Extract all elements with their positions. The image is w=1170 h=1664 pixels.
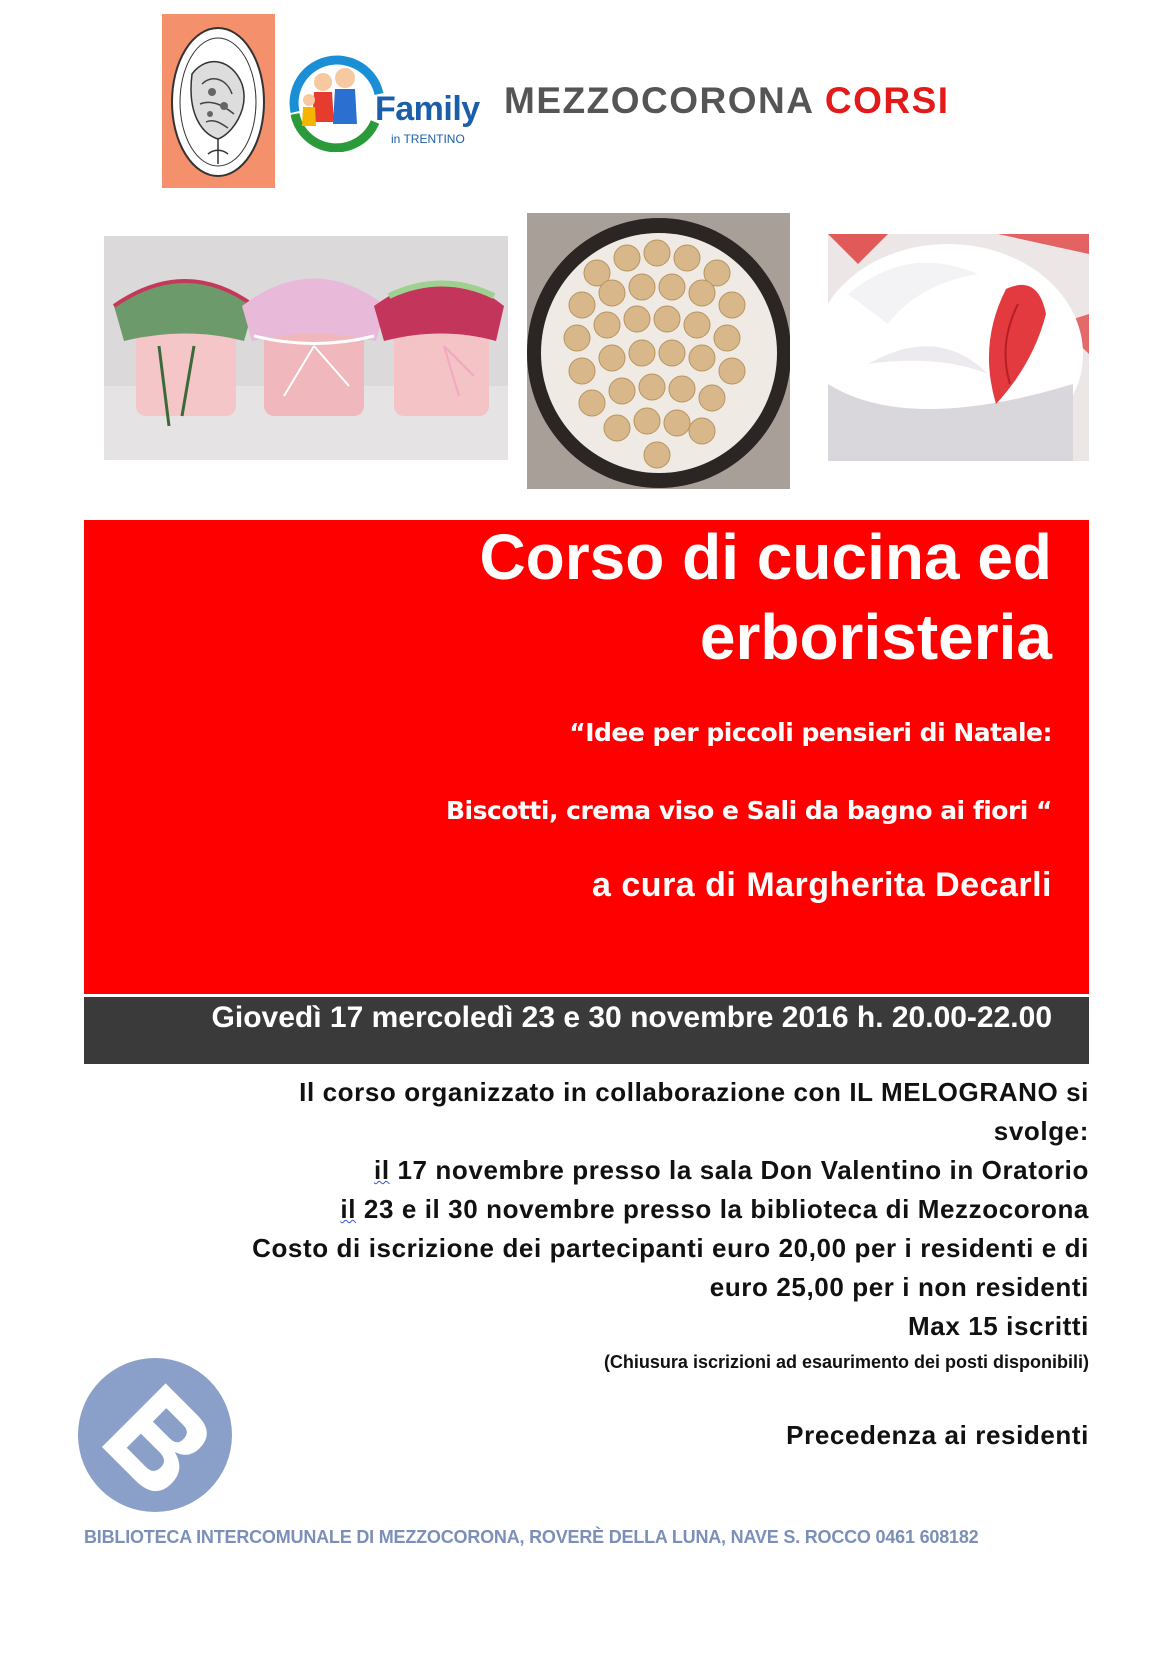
header-title [504, 80, 950, 122]
event-title-line1: Corso di cucina ed [479, 521, 1052, 593]
event-dates: Giovedì 17 mercoledì 23 e 30 novembre 2016 h. 20.00-22.00 [211, 1001, 1052, 1034]
details-note: (Chiusura iscrizioni ad esaurimento dei posti disponibili) [603, 1352, 1089, 1372]
event-title-line2: erboristeria [699, 601, 1052, 673]
event-dates-band [84, 997, 1089, 1064]
jars-photo [104, 236, 508, 460]
details-line-3 [374, 1155, 1089, 1186]
event-title-block [84, 520, 1089, 994]
footer-contact: BIBLIOTECA INTERCOMUNALE DI MEZZOCORONA, ROVERÈ DELLA LUNA, NAVE S. ROCCO 0461 608182 [84, 1527, 979, 1547]
header-title-accent: CORSI [824, 80, 950, 121]
melograno-logo [162, 14, 275, 188]
details-line-4 [340, 1194, 1089, 1225]
family-in-trentino-logo [287, 52, 492, 157]
cream-photo [828, 234, 1089, 461]
event-subtitle-line1: “Idee per piccoli pensieri di Natale: [569, 718, 1052, 747]
family-logo-word: Family [375, 90, 480, 128]
pomegranate-seal-icon [162, 14, 275, 188]
details-line-4-prefix: il [340, 1194, 357, 1224]
details-line-7: Max 15 iscritti [908, 1311, 1089, 1341]
cookies-photo [527, 213, 790, 489]
details-line-4-rest: 23 e il 30 novembre presso la biblioteca di Mezzocorona [356, 1194, 1089, 1224]
event-subtitle-line2: Biscotti, crema viso e Sali da bagno ai fiori “ [445, 796, 1052, 825]
details-line-6: euro 25,00 per i non residenti [709, 1272, 1089, 1302]
event-curator: a cura di Margherita Decarli [592, 866, 1052, 904]
details-line-5: Costo di iscrizione dei partecipanti euro 20,00 per i residenti e di [252, 1233, 1089, 1263]
details-line-2: svolge: [993, 1116, 1089, 1146]
details-line-3-prefix: il [374, 1155, 390, 1185]
family-logo-sub: in TRENTINO [391, 132, 465, 146]
biblioteca-b-logo-icon [76, 1356, 234, 1514]
family-figures-icon [287, 52, 387, 152]
details-line-1: Il corso organizzato in collaborazione con IL MELOGRANO si [299, 1077, 1089, 1107]
details-line-3-rest: 17 novembre presso la sala Don Valentino in Oratorio [389, 1155, 1089, 1185]
details-priority: Precedenza ai residenti [786, 1420, 1089, 1450]
header-title-main: MEZZOCORONA [504, 80, 814, 121]
